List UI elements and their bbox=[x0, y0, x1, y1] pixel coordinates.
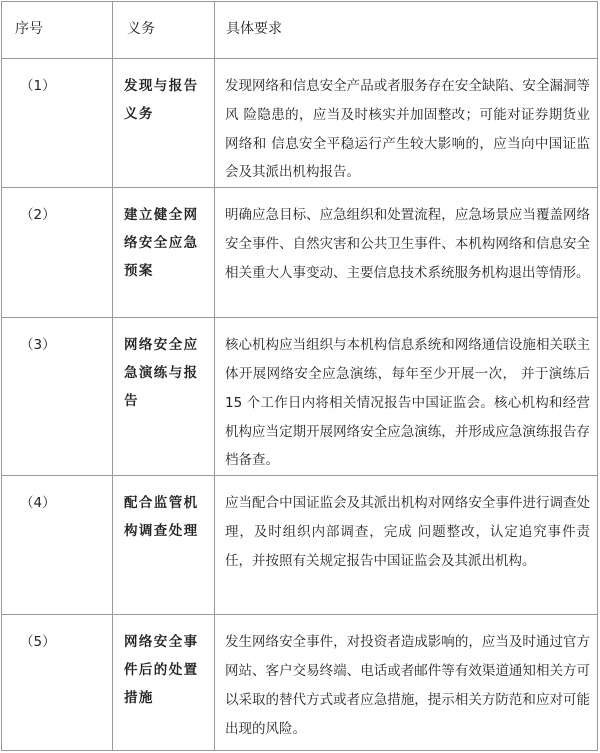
header-requirement-label: 具体要求 bbox=[226, 21, 282, 37]
table-row bbox=[2, 59, 598, 188]
row-number: （1） bbox=[20, 78, 56, 94]
obligations-table bbox=[1, 1, 598, 751]
number-cell bbox=[2, 476, 113, 615]
duty-cell bbox=[113, 59, 215, 188]
table-row bbox=[2, 476, 598, 615]
requirement-text: 核心机构应当组织与本机构信息系统和网络通信设施相关联主体开展网络安全应急演练，每年至少开展一次， 并于演练后 15 个工作日内将相关情况报告中国证监会。核心机构和经营机构应当定期开展网络安全应急演练，并形成应急演练报告存档备查。 bbox=[225, 337, 590, 469]
duty-title: 发现与报告义务 bbox=[124, 78, 199, 122]
duty-cell bbox=[113, 318, 215, 476]
requirement-cell bbox=[215, 318, 598, 476]
duty-cell bbox=[113, 476, 215, 615]
requirement-cell bbox=[215, 615, 598, 751]
requirement-cell bbox=[215, 476, 598, 615]
requirement-text: 应当配合中国证监会及其派出机构对网络安全事件进行调查处理，及时组织内部调查，完成 问题整改，认定追究事件责任，并按照有关规定报告中国证监会及其派出机构。 bbox=[225, 495, 590, 569]
row-number: （4） bbox=[20, 495, 56, 512]
duty-cell bbox=[113, 188, 215, 318]
number-cell bbox=[2, 615, 113, 751]
number-cell bbox=[2, 318, 113, 476]
number-cell bbox=[2, 188, 113, 318]
header-number-label: 序号 bbox=[15, 21, 43, 37]
duty-title: 建立健全网络安全应急预案 bbox=[124, 207, 199, 280]
duty-title: 网络安全事件后的处置措施 bbox=[124, 634, 199, 707]
table-row bbox=[2, 188, 598, 318]
header-duty-label: 义务 bbox=[127, 21, 155, 37]
requirement-cell bbox=[215, 59, 598, 188]
header-cell-requirement bbox=[215, 2, 598, 59]
duty-title: 配合监管机构调查处理 bbox=[124, 495, 199, 540]
header-cell-number bbox=[2, 2, 113, 59]
row-number: （3） bbox=[20, 337, 56, 354]
row-number: （5） bbox=[20, 634, 56, 651]
table-header-row bbox=[2, 2, 598, 59]
requirement-text: 发现网络和信息安全产品或者服务存在安全缺陷、安全漏洞等风 险隐患的，应当及时核实并加固整改；可能对证券期货业网络和 信息安全平稳运行产生较大影响的，应当向中国证监会及其派出机构报告。 bbox=[225, 78, 590, 181]
duty-title: 网络安全应急演练与报告 bbox=[124, 337, 199, 410]
table-row bbox=[2, 615, 598, 751]
requirement-text: 发生网络安全事件，对投资者造成影响的，应当及时通过官方网站、客户交易终端、电话或者邮件等有效渠道通知相关方可以采取的替代方式或者应急措施，提示相关方防范和应对可能出现的风险。 bbox=[225, 634, 590, 737]
number-cell bbox=[2, 59, 113, 188]
table-row bbox=[2, 318, 598, 476]
requirement-text: 明确应急目标、应急组织和处置流程，应急场景应当覆盖网络安全事件、自然灾害和公共卫生事件、本机构网络和信息安全相关重大人事变动、主要信息技术系统服务机构退出等情形。 bbox=[225, 207, 590, 281]
requirement-cell bbox=[215, 188, 598, 318]
header-cell-duty bbox=[113, 2, 215, 59]
row-number: （2） bbox=[20, 207, 56, 224]
duty-cell bbox=[113, 615, 215, 751]
